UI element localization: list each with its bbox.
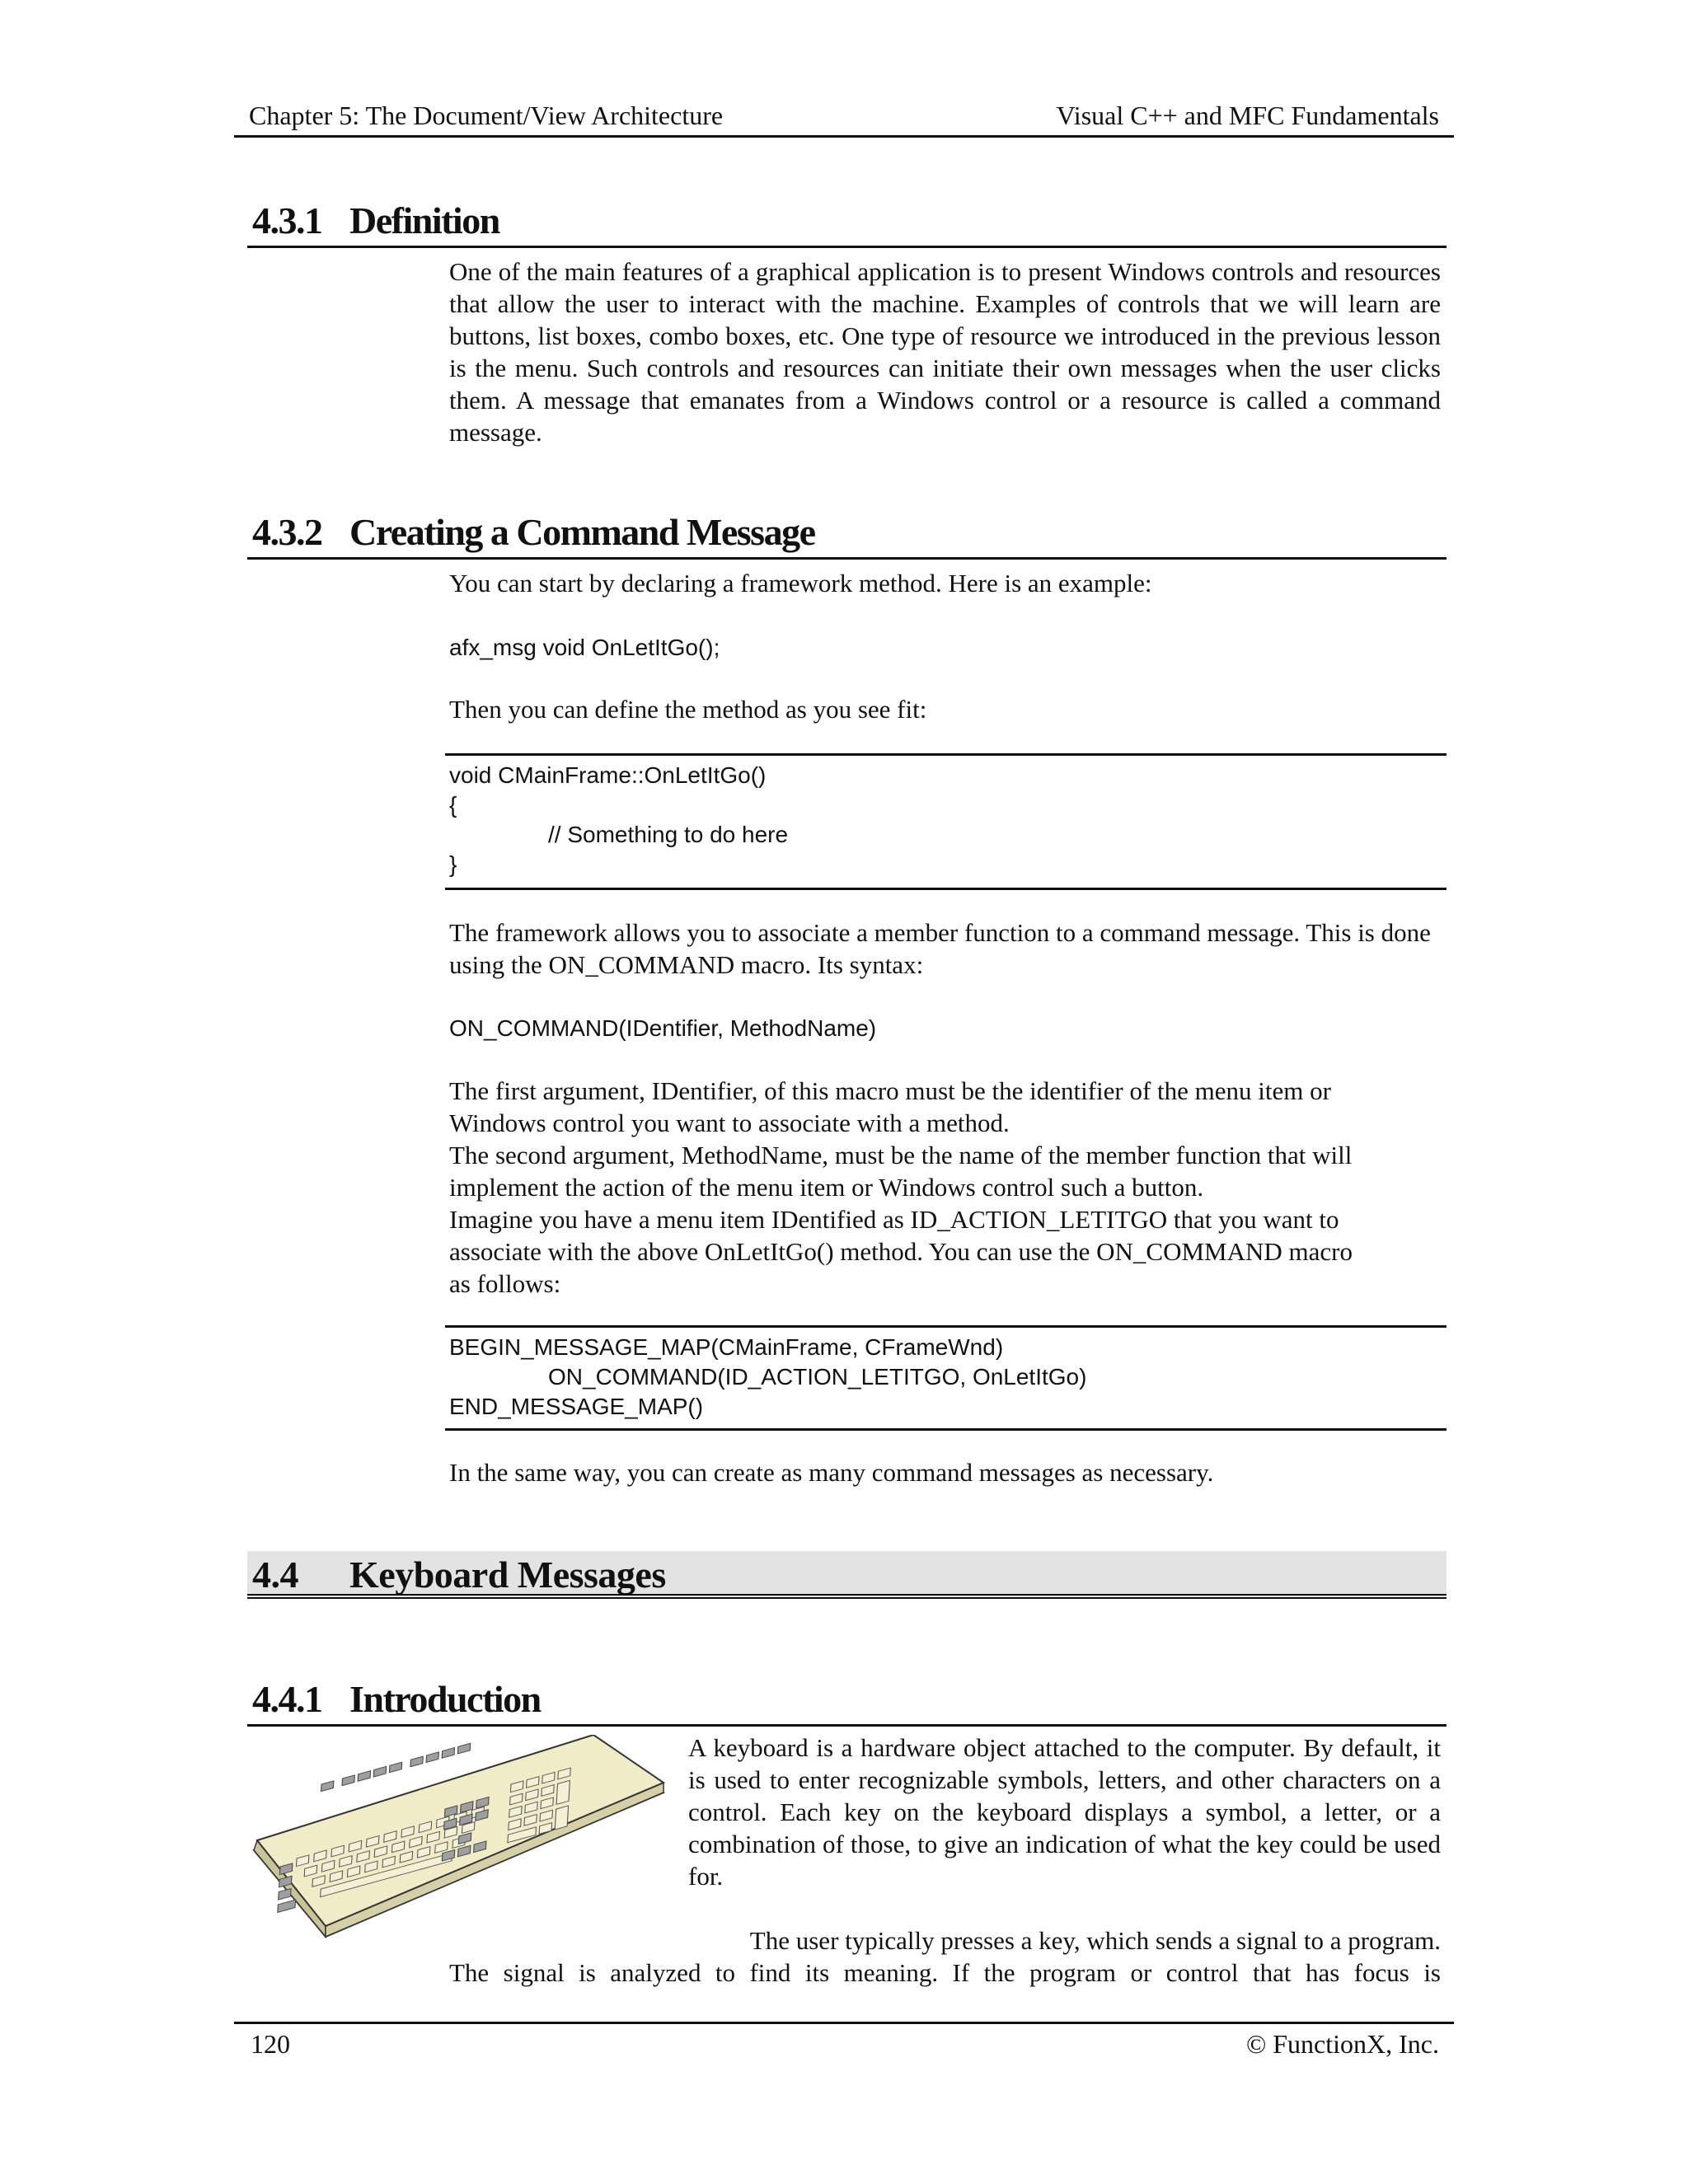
section-number: 4.4: [252, 1554, 298, 1596]
code-line: }: [449, 851, 457, 877]
section-title: Keyboard Messages: [349, 1554, 666, 1596]
declaration-code: afx_msg void OnLetItGo();: [449, 635, 720, 660]
intro-paragraph-2-line-2: The signal is analyzed to find its meaning. If the program or control that has focus is: [449, 1958, 1441, 1987]
text-line: implement the action of the menu item or Windows control such a button.: [449, 1173, 1204, 1202]
closing-text: In the same way, you can create as many command messages as necessary.: [449, 1458, 1214, 1487]
text-line: Windows control you want to associate with a method.: [449, 1108, 1010, 1137]
define-text: Then you can define the method as you see fit:: [449, 695, 927, 724]
section-heading-definition: [247, 196, 1447, 248]
code-line: ON_COMMAND(ID_ACTION_LETITGO, OnLetItGo): [548, 1364, 1087, 1390]
code-line: END_MESSAGE_MAP(): [449, 1394, 704, 1419]
chapter-title: Chapter 5: The Document/View Architecture: [249, 101, 724, 130]
text-line: Imagine you have a menu item IDentified as ID_ACTION_LETITGO that you want to: [449, 1205, 1339, 1234]
code-block-message-map: [445, 1325, 1447, 1431]
section-number: 4.3.2: [252, 511, 322, 553]
text-line: as follows:: [449, 1269, 561, 1298]
definition-paragraph: One of the main features of a graphical application is to present Windows controls and resources that allow the user to interact with the machine. Examples of controls that we will learn are buttons, list boxes, combo boxes, etc. One type of resource we introduced in the previous lesson is the menu. Such controls and resources can initiate their own messages when the user clicks them. A message that emanates from a Windows control or a resource is called a command message.: [449, 257, 1441, 447]
page-header: [234, 97, 1454, 138]
framework-text: The framework allows you to associate a member function to a command message. This is done using the ON_COMMAND macro. Its syntax:: [449, 918, 1431, 979]
text-line: The second argument, MethodName, must be the name of the member function that will: [449, 1141, 1353, 1169]
intro-paragraph-2-line-1: The user typically presses a key, which sends a signal to a program.: [749, 1926, 1441, 1955]
section-heading-keyboard-messages: [247, 1551, 1447, 1599]
arguments-text: [449, 1075, 1441, 1300]
code-line: // Something to do here: [548, 822, 789, 847]
intro-text: You can start by declaring a framework method. Here is an example:: [449, 569, 1152, 598]
code-line: {: [449, 792, 457, 818]
copyright: © FunctionX, Inc.: [1245, 2029, 1439, 2059]
section-title: Introduction: [349, 1678, 541, 1720]
page-number: 120: [251, 2029, 290, 2059]
code-block-method: [445, 753, 1447, 890]
keyboard-illustration: [247, 1735, 668, 1941]
section-number: 4.3.1: [252, 199, 322, 241]
section-number: 4.4.1: [252, 1678, 322, 1720]
page-footer: [234, 2022, 1454, 2065]
section-title: Creating a Command Message: [349, 511, 815, 553]
text-line: The first argument, IDentifier, of this macro must be the identifier of the menu item or: [449, 1076, 1331, 1105]
text-line: associate with the above OnLetItGo() method. You can use the ON_COMMAND macro: [449, 1237, 1353, 1266]
intro-paragraph-1: A keyboard is a hardware object attached to the computer. By default, it is used to enter recognizable symbols, letters, and other characters on a control. Each key on the keyboard displays a symbol, a letter, or a combination of those, to give an indication of what the key could be used for.: [688, 1733, 1441, 1891]
section-title: Definition: [349, 199, 499, 241]
section-heading-introduction: [247, 1675, 1447, 1727]
book-title: Visual C++ and MFC Fundamentals: [1056, 101, 1439, 130]
code-line: BEGIN_MESSAGE_MAP(CMainFrame, CFrameWnd): [449, 1334, 1004, 1360]
syntax-code: ON_COMMAND(IDentifier, MethodName): [449, 1015, 877, 1041]
code-line: void CMainFrame::OnLetItGo(): [449, 762, 767, 788]
section-heading-creating-command-message: [247, 508, 1447, 560]
